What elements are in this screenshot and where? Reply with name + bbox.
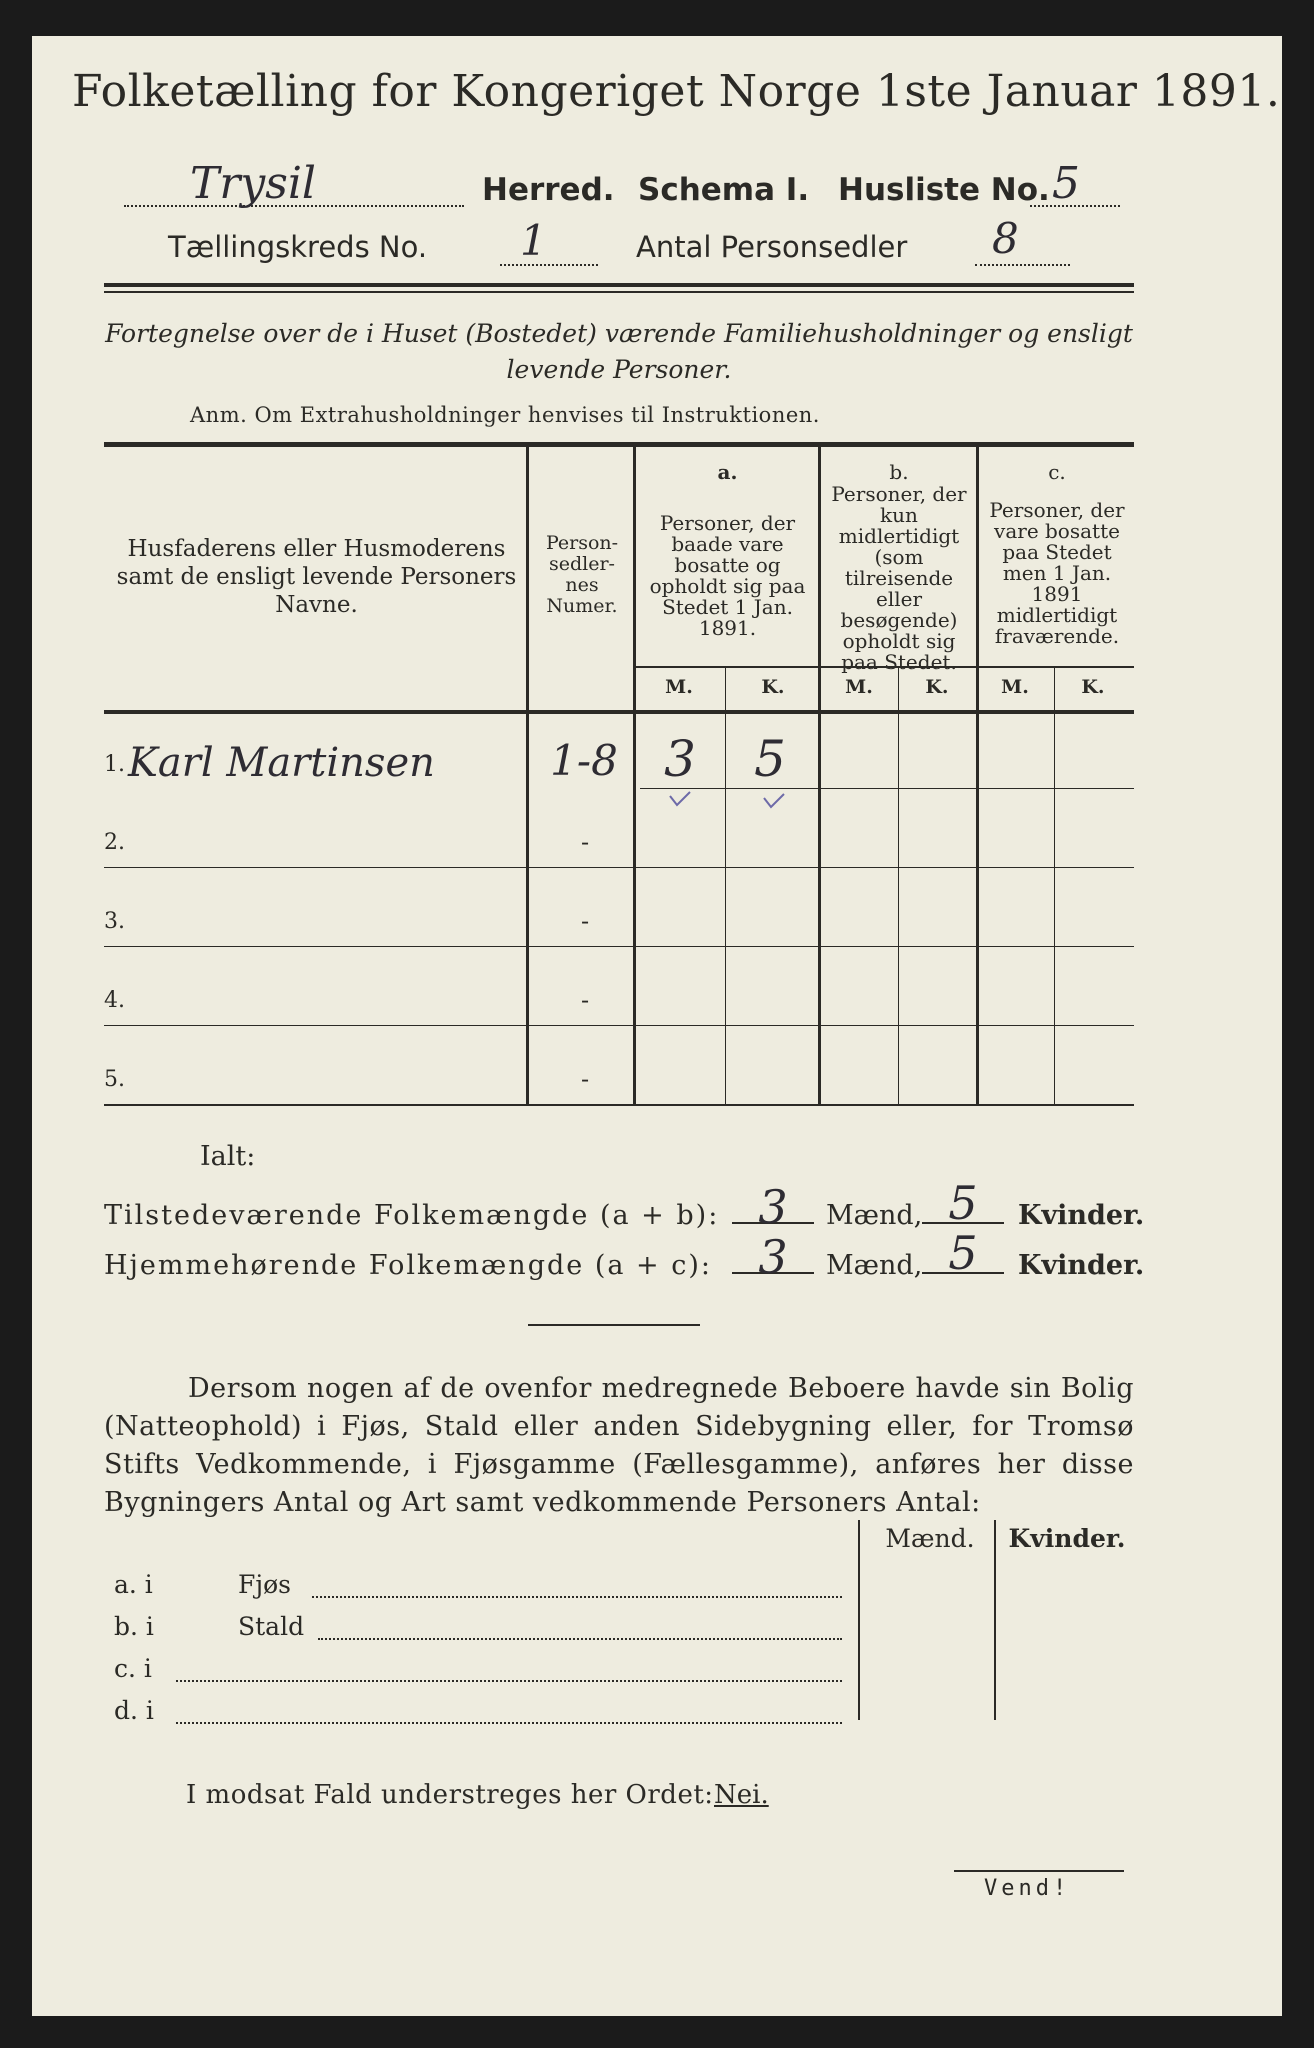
header-double-rule-bottom (104, 291, 1134, 293)
col-divider-a-mk (725, 668, 726, 1104)
col-b-letter: b. (889, 460, 909, 484)
header-double-rule-top (104, 283, 1134, 287)
col-divider-b (976, 447, 979, 1104)
col-a-letter: a. (717, 460, 738, 484)
building-c-label: c. i (114, 1654, 152, 1683)
hjemme-maend-value: 3 (758, 1230, 788, 1284)
hjemme-kvinder-word: Kvinder. (1018, 1250, 1145, 1281)
table-top-rule (104, 442, 1134, 447)
building-d-dots (176, 1720, 842, 1724)
tilstede-kvinder-value: 5 (948, 1176, 978, 1230)
tilstede-kvinder-word: Kvinder. (1018, 1200, 1145, 1231)
row-4-numer: - (580, 986, 590, 1014)
husliste-label: Husliste No. (838, 172, 1050, 208)
row-2-numer: - (580, 828, 590, 856)
building-d-label: d. i (114, 1696, 154, 1725)
personsedler-value: 8 (992, 214, 1019, 263)
vend-label: Vend! (984, 1876, 1071, 1901)
personsedler-label: Antal Personsedler (636, 230, 908, 264)
kreds-dotted-line (500, 262, 598, 266)
col-divider-numer (633, 447, 636, 1104)
col-name-header: Husfaderens eller Husmoderens samt de ensligt levende Personers Navne. (116, 536, 517, 618)
col-divider-a (818, 447, 821, 1104)
row-1-a-m-check-mark (668, 790, 692, 808)
intro-heading: Fortegnelse over de i Huset (Bostedet) værende Familiehusholdninger og ensligt levende Personer. (105, 319, 1133, 384)
col-divider-name (526, 447, 529, 1104)
row-3-numer: - (580, 907, 590, 935)
buildings-maend-header: Mænd. (885, 1524, 975, 1553)
closing-word-nei: Nei. (714, 1780, 769, 1810)
col-a-header: Personer, der baade vare bosatte og opholdt sig paa Stedet 1 Jan. 1891. (649, 511, 806, 640)
row-2-number: 2. (104, 830, 125, 855)
ialt-label: Ialt: (200, 1141, 256, 1172)
col-numer-header: Person-sedler-nes Numer. (545, 532, 619, 617)
husliste-value: 5 (1052, 158, 1080, 209)
row-5-number: 5. (104, 1067, 125, 1092)
a-m-header: M. (665, 676, 693, 698)
row-line-4 (104, 1025, 1134, 1026)
buildings-kvinder-header: Kvinder. (1008, 1524, 1126, 1553)
row-line-1-right (640, 788, 1134, 789)
tilstede-label: Tilstedeværende Folkemængde (a + b): (104, 1200, 720, 1231)
col-divider-b-mk (898, 668, 899, 1104)
row-1-name: Karl Martinsen (128, 740, 435, 786)
row-1-numer: 1-8 (550, 736, 618, 785)
building-b-label: b. i (114, 1612, 154, 1641)
hjemme-label: Hjemmehørende Folkemængde (a + c): (104, 1250, 712, 1281)
herred-label: Herred. (482, 172, 615, 208)
building-a-name: Fjøs (238, 1570, 291, 1599)
kreds-value: 1 (520, 216, 547, 265)
c-m-header: M. (1001, 676, 1029, 698)
herred-value: Trysil (190, 158, 316, 209)
tilstede-maend-value: 3 (758, 1180, 788, 1234)
col-c-letter: c. (1048, 460, 1066, 484)
row-line-2 (104, 867, 1134, 868)
c-k-header: K. (1081, 676, 1105, 698)
row-1-number: 1. (104, 752, 125, 777)
row-1-a-k: 5 (754, 730, 786, 788)
buildings-col-divider-2 (994, 1520, 996, 1720)
kreds-label: Tællingskreds No. (168, 230, 428, 264)
b-m-header: M. (845, 676, 873, 698)
building-a-label: a. i (114, 1570, 153, 1599)
col-b-header: Personer, der kun midlertidigt (som tilreisende eller besøgende) opholdt sig paa Stedet. (831, 482, 967, 674)
table-bottom-rule (104, 1104, 1134, 1106)
tilstede-maend-word: Mænd, (826, 1200, 923, 1231)
building-a-dots (312, 1594, 842, 1598)
building-c-dots (176, 1678, 842, 1682)
anm-note: Anm. Om Extrahusholdninger henvises til Instruktionen. (190, 403, 820, 427)
buildings-col-divider-1 (858, 1520, 860, 1720)
row-1-a-k-check-mark (762, 792, 786, 810)
closing-prefix: I modsat Fald understreges her Ordet: (186, 1780, 714, 1810)
hjemme-kvinder-value: 5 (948, 1226, 978, 1280)
col-divider-c-mk (1054, 668, 1055, 1104)
row-4-number: 4. (104, 988, 125, 1013)
section-separator (528, 1324, 700, 1326)
form-title: Folketælling for Kongeriget Norge 1ste Januar 1891. (72, 66, 1281, 117)
personsedler-dotted-line (975, 262, 1070, 266)
row-5-numer: - (580, 1065, 590, 1093)
table-header-bottom-rule (104, 710, 1134, 714)
vend-rule (954, 1870, 1124, 1872)
buildings-paragraph: Dersom nogen af de ovenfor medregnede Beboere havde sin Bolig (Natteophold) i Fjøs, Stald eller anden Sidebygning eller, for Tromsø Stifts Vedkommende, i Fjøsgamme (Fællesgamme), anføres her disse Bygningers Antal og Art samt vedkommende Personers Antal: (104, 1373, 1134, 1518)
col-c-header: Personer, der vare bosatte paa Stedet men 1 Jan. 1891 midlertidigt fraværende. (989, 498, 1125, 648)
schema-label: Schema I. (638, 172, 810, 208)
building-b-name: Stald (238, 1612, 305, 1641)
row-3-number: 3. (104, 909, 125, 934)
a-k-header: K. (761, 676, 785, 698)
b-k-header: K. (925, 676, 949, 698)
row-1-a-m: 3 (664, 730, 696, 788)
building-b-dots (318, 1636, 842, 1640)
hjemme-maend-word: Mænd, (826, 1250, 923, 1281)
row-line-3 (104, 946, 1134, 947)
